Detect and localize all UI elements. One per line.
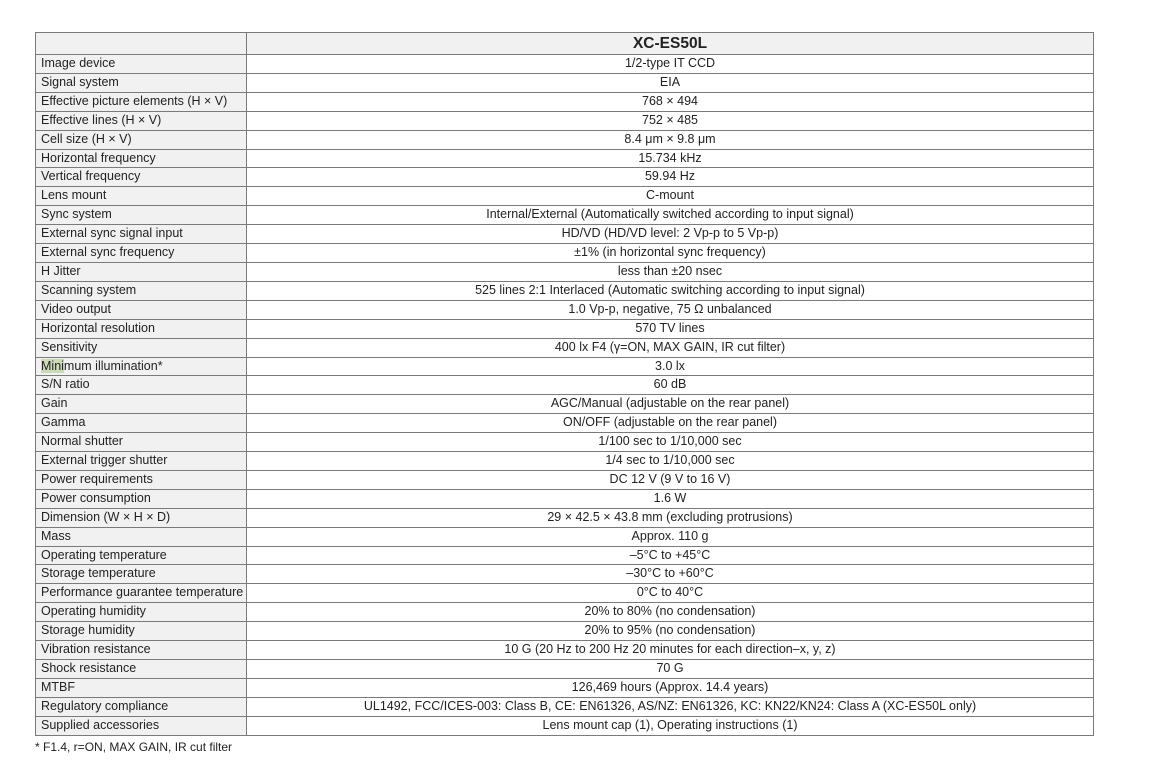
row-label: H Jitter [36,262,247,281]
row-label: Gamma [36,414,247,433]
table-row [36,225,1094,244]
row-label: Normal shutter [36,433,247,452]
table-row [36,508,1094,527]
row-value: 59.94 Hz [247,168,1094,187]
table-row [36,168,1094,187]
row-label: External sync signal input [36,225,247,244]
table-row [36,55,1094,74]
row-label-rest: mum illumination* [63,358,163,373]
table-row [36,244,1094,263]
row-label: Power consumption [36,489,247,508]
table-row [36,584,1094,603]
row-value: less than ±20 nsec [247,262,1094,281]
row-label: Operating humidity [36,603,247,622]
row-label: Video output [36,300,247,319]
row-value: Lens mount cap (1), Operating instructions (1) [247,716,1094,735]
table-row [36,111,1094,130]
row-value: 400 lx F4 (γ=ON, MAX GAIN, IR cut filter) [247,338,1094,357]
table-row [36,338,1094,357]
row-value: –5°C to +45°C [247,546,1094,565]
row-value: 70 G [247,660,1094,679]
row-label: Lens mount [36,187,247,206]
row-label: Effective picture elements (H × V) [36,92,247,111]
row-value: 1/4 sec to 1/10,000 sec [247,452,1094,471]
table-row [36,149,1094,168]
row-label: Sync system [36,206,247,225]
row-value: EIA [247,73,1094,92]
table-row [36,603,1094,622]
row-value: HD/VD (HD/VD level: 2 Vp-p to 5 Vp-p) [247,225,1094,244]
row-label: S/N ratio [36,376,247,395]
table-row [36,452,1094,471]
row-label: Vertical frequency [36,168,247,187]
row-value: AGC/Manual (adjustable on the rear panel) [247,395,1094,414]
row-label: Effective lines (H × V) [36,111,247,130]
row-value: ON/OFF (adjustable on the rear panel) [247,414,1094,433]
row-value: UL1492, FCC/ICES-003: Class B, CE: EN61326, AS/NZ: EN61326, KC: KN22/KN24: Class A (XC-ES50L only) [247,697,1094,716]
row-label: Supplied accessories [36,716,247,735]
row-label: Dimension (W × H × D) [36,508,247,527]
table-row [36,660,1094,679]
row-label: Signal system [36,73,247,92]
row-label: Gain [36,395,247,414]
table-header-row [36,33,1094,55]
row-value: –30°C to +60°C [247,565,1094,584]
table-row [36,206,1094,225]
row-value: 15.734 kHz [247,149,1094,168]
row-label: Image device [36,55,247,74]
row-value: ±1% (in horizontal sync frequency) [247,244,1094,263]
row-value: 1/100 sec to 1/10,000 sec [247,433,1094,452]
row-label: Sensitivity [36,338,247,357]
row-label [36,357,247,376]
table-row [36,73,1094,92]
table-row [36,357,1094,376]
table-row [36,716,1094,735]
row-label: MTBF [36,678,247,697]
row-label: Operating temperature [36,546,247,565]
row-label: Power requirements [36,470,247,489]
table-row [36,622,1094,641]
table-row [36,546,1094,565]
row-value: 126,469 hours (Approx. 14.4 years) [247,678,1094,697]
row-label: Mass [36,527,247,546]
row-value: 60 dB [247,376,1094,395]
row-value: DC 12 V (9 V to 16 V) [247,470,1094,489]
table-row [36,92,1094,111]
row-label: External trigger shutter [36,452,247,471]
model-name-header: XC-ES50L [247,33,1094,55]
row-value: 8.4 μm × 9.8 μm [247,130,1094,149]
row-value: 1.0 Vp-p, negative, 75 Ω unbalanced [247,300,1094,319]
table-row [36,414,1094,433]
row-label: Cell size (H × V) [36,130,247,149]
row-label: External sync frequency [36,244,247,263]
table-row [36,262,1094,281]
table-row [36,300,1094,319]
header-corner-cell [36,33,247,55]
row-value: Approx. 110 g [247,527,1094,546]
footnote: * F1.4, r=ON, MAX GAIN, IR cut filter [35,740,233,754]
row-label: Scanning system [36,281,247,300]
row-label: Storage temperature [36,565,247,584]
table-row [36,678,1094,697]
table-row [36,281,1094,300]
table-row [36,527,1094,546]
table-row [36,641,1094,660]
row-value: 10 G (20 Hz to 200 Hz 20 minutes for each direction–x, y, z) [247,641,1094,660]
row-value: 752 × 485 [247,111,1094,130]
row-label: Performance guarantee temperature [36,584,247,603]
table-row [36,565,1094,584]
table-row [36,319,1094,338]
row-value: 0°C to 40°C [247,584,1094,603]
row-value: 1/2-type IT CCD [247,55,1094,74]
row-value: 29 × 42.5 × 43.8 mm (excluding protrusions) [247,508,1094,527]
table-row [36,433,1094,452]
row-value: 768 × 494 [247,92,1094,111]
table-row [36,187,1094,206]
table-row [36,697,1094,716]
row-label: Vibration resistance [36,641,247,660]
highlighted-text: Mini [41,358,64,373]
row-label: Horizontal frequency [36,149,247,168]
row-value: 570 TV lines [247,319,1094,338]
row-value: C-mount [247,187,1094,206]
row-value: 525 lines 2:1 Interlaced (Automatic switching according to input signal) [247,281,1094,300]
table-row [36,376,1094,395]
row-label: Regulatory compliance [36,697,247,716]
row-label: Storage humidity [36,622,247,641]
row-value: Internal/External (Automatically switched according to input signal) [247,206,1094,225]
row-label: Horizontal resolution [36,319,247,338]
row-label: Shock resistance [36,660,247,679]
table-row [36,395,1094,414]
row-value: 3.0 lx [247,357,1094,376]
row-value: 1.6 W [247,489,1094,508]
spec-table [35,32,1094,736]
row-value: 20% to 80% (no condensation) [247,603,1094,622]
table-row [36,130,1094,149]
table-row [36,470,1094,489]
table-row [36,489,1094,508]
row-value: 20% to 95% (no condensation) [247,622,1094,641]
